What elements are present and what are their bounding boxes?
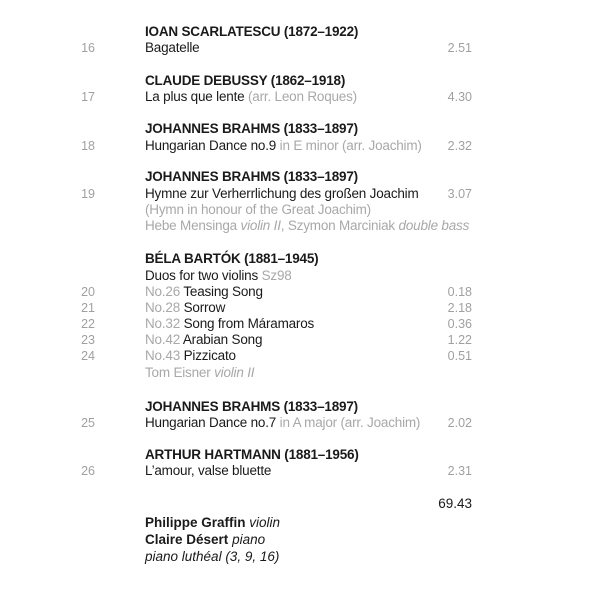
track-number: 17 xyxy=(81,90,95,104)
performer-role: violin xyxy=(249,515,281,530)
work-title: Duos for two violins xyxy=(145,268,259,283)
track-duration: 2.31 xyxy=(447,464,472,478)
track-duration: 2.02 xyxy=(447,416,472,430)
catalogue-number: Sz98 xyxy=(261,268,292,283)
track-translation: (Hymn in honour of the Great Joachim) xyxy=(145,202,371,217)
performer-line xyxy=(145,515,280,530)
track-title: L’amour, valse bluette xyxy=(145,463,272,478)
composer-heading: IOAN SCARLATESCU (1872–1922) xyxy=(145,24,359,39)
track-arrangement-note: (arr. Leon Roques) xyxy=(248,89,357,104)
composer-heading: JOHANNES BRAHMS (1833–1897) xyxy=(145,169,358,184)
track-duration: 2.18 xyxy=(447,301,472,315)
track-number: 20 xyxy=(81,285,95,299)
track-title: Bagatelle xyxy=(145,40,200,55)
composer-heading: BÉLA BARTÓK (1881–1945) xyxy=(145,251,319,266)
track-title-line xyxy=(145,89,357,104)
movement-line: No.26 Teasing Song xyxy=(145,284,263,299)
guest-performers: Hebe Mensinga violin II, Szymon Marciniak double bass xyxy=(145,218,470,233)
track-number: 19 xyxy=(81,187,95,201)
track-duration: 0.18 xyxy=(447,285,472,299)
performer-instrument-note: piano luthéal (3, 9, 16) xyxy=(145,549,280,564)
track-number: 21 xyxy=(81,301,95,315)
track-duration: 2.32 xyxy=(447,139,472,153)
track-duration: 2.51 xyxy=(447,41,472,55)
composer-heading: CLAUDE DEBUSSY (1862–1918) xyxy=(145,73,346,88)
movement-line: No.28 Sorrow xyxy=(145,300,226,315)
track-number: 25 xyxy=(81,416,95,430)
track-duration: 0.51 xyxy=(447,349,472,363)
track-duration: 3.07 xyxy=(447,187,472,201)
track-key-note: in A major (arr. Joachim) xyxy=(279,415,421,430)
track-duration: 4.30 xyxy=(447,90,472,104)
composer-heading: JOHANNES BRAHMS (1833–1897) xyxy=(145,399,358,414)
track-title: La plus que lente xyxy=(145,89,245,104)
movement-line: No.32 Song from Máramaros xyxy=(145,316,315,331)
track-title-line xyxy=(145,138,422,153)
movement-line: No.42 Arabian Song xyxy=(145,332,263,347)
track-duration: 1.22 xyxy=(447,333,472,347)
work-title-line xyxy=(145,268,292,283)
track-duration: 0.36 xyxy=(447,317,472,331)
composer-heading: JOHANNES BRAHMS (1833–1897) xyxy=(145,121,358,136)
performer-name: Philippe Graffin xyxy=(145,515,246,530)
track-key-note: in E minor (arr. Joachim) xyxy=(279,138,422,153)
guest-performers: Tom Eisner violin II xyxy=(145,365,255,380)
track-title: Hungarian Dance no.9 xyxy=(145,138,277,153)
track-number: 26 xyxy=(81,464,95,478)
track-title: Hymne zur Verherrlichung des großen Joachim xyxy=(145,186,419,201)
performer-role: piano xyxy=(232,532,266,547)
track-number: 24 xyxy=(81,349,95,363)
track-number: 18 xyxy=(81,139,95,153)
track-title-line xyxy=(145,415,420,430)
performer-name: Claire Désert xyxy=(145,532,229,547)
movement-line: No.43 Pizzicato xyxy=(145,348,236,363)
total-duration: 69.43 xyxy=(438,496,472,511)
performer-line xyxy=(145,532,265,547)
track-number: 16 xyxy=(81,41,95,55)
track-title: Hungarian Dance no.7 xyxy=(145,415,277,430)
track-number: 22 xyxy=(81,317,95,331)
composer-heading: ARTHUR HARTMANN (1881–1956) xyxy=(145,447,359,462)
track-number: 23 xyxy=(81,333,95,347)
